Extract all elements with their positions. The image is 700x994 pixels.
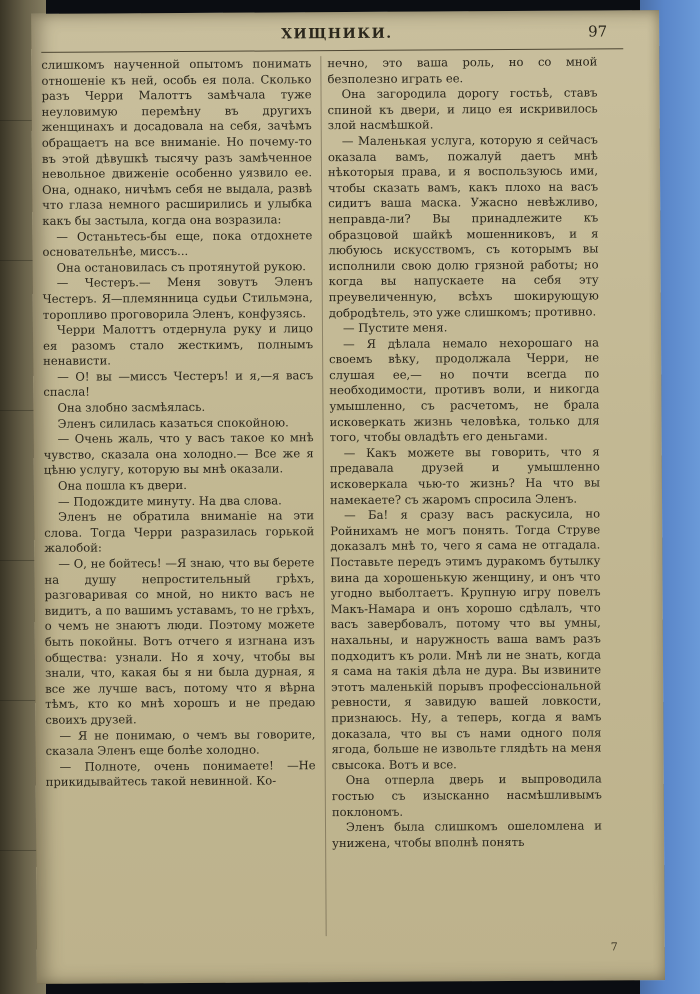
paragraph: — Пустите меня. <box>342 320 448 336</box>
paragraph: — Маленькая услуга, которую я сейчасъ оказала вамъ, пожалуй даетъ мнѣ нѣкоторыя права, и я воспользуюсь ими, чтобы сказать вамъ, какъ плохо на васъ сидитъ ваша маска. Ужасно невѣжливо, неправда-ли? Вы принадлежите къ образцовой шайкѣ мошенниковъ, и я любуюсь искусствомъ, съ которымъ вы исполнили свою долю грязной работы; но когда вы напускаете на себя эту преувеличенную, всѣхъ шокирующую добродѣтель, это уже слишкомъ; противно. <box>327 132 599 320</box>
book-page <box>31 10 665 984</box>
paragraph: Она отперла дверь и выпроводила гостью съ изысканно насмѣшливымъ поклономъ. <box>331 771 602 819</box>
page-number: 97 <box>588 22 608 41</box>
column-divider <box>320 56 326 936</box>
paragraph: — Я не понимаю, о чемъ вы говорите, сказала Эленъ еще болѣе холодно. <box>45 726 316 758</box>
paragraph: — Честеръ.— Меня зовутъ Эленъ Честеръ. Я—племянница судьи Стильмэна, торопливо проговорила Эленъ, конфузясь. <box>42 274 313 322</box>
paragraph: нечно, это ваша роль, но со мной безполезно играть ее. <box>327 54 598 86</box>
paragraph: слишкомъ наученной опытомъ понимать отношеніе къ ней, особь ея пола. Сколько разъ Черри Малоттъ замѣчала туже неуловимую перемѣну въ другихъ женщинахъ и досадовала на себя, зачѣмъ обращаетъ на все вниманіе. Но почему-то въ этой дѣвушкѣ тысячу разъ замѣченное невольное движеніе особенно уязвило ее. Она, однако, ничѣмъ себя не выдала, развѣ что глаза немного расширились и улыбка какъ бы застыла, когда она возразила: <box>41 56 313 228</box>
paragraph: — Полноте, очень понимаете! —Не прикидывайтесь такой невинной. Ко- <box>45 757 316 790</box>
paragraph: — Подождите минуту. На два слова. <box>57 493 282 509</box>
paragraph: — О, не бойтесь! —Я знаю, что вы берете на душу непростительный грѣхъ, разговаривая со мной, но никто васъ не видитъ, а по вашимъ уставамъ, то не грѣхъ, о чемъ не знаютъ люди. Поэтому можете быть покойны. Вотъ отчего я изгнана изъ общества: узнали. Но я хочу, чтобы вы знали, что, какая бы я ни была дурная, я все же лучше васъ, потому что я вѣрна тѣмъ, кто ко мнѣ хорошъ и не предаю своихъ друзей. <box>44 555 316 727</box>
paragraph: — Очень жаль, что у васъ такое ко мнѣ чувство, сказала она холодно.— Все же я цѣню услугу, которую вы мнѣ оказали. <box>43 430 314 478</box>
paragraph: Она злобно засмѣялась. <box>57 399 206 415</box>
signature-mark: 7 <box>610 940 618 954</box>
paragraph: — Ба! я сразу васъ раскусила, но Ройнихамъ не могъ понять. Тогда Струве доказалъ мнѣ то, чего я сама не отгадала. Поставьте передъ этимъ дуракомъ бутылку вина да хорошенькую женщину, и онъ что угодно выболтаетъ. Крупную игру повелъ Макъ-Намара и онъ хорошо сдѣлалъ, что васъ завербовалъ, потому что вы умны, нахальны, и наружность ваша вамъ разъ подходитъ къ роли. Мнѣ ли не знать, когда я сама на такія дѣла не дура. Вы извините этотъ маленькій порывъ профессіональной ревности, я завидую вашей ловкости, признаюсь. Ну, а теперь, когда я вамъ доказала, что вы съ нами одного поля ягода, больше не извольте глядѣть на меня свысока. Вотъ и все. <box>330 506 602 772</box>
right-column <box>327 54 602 851</box>
paragraph: — Останьтесь-бы еще, пока отдохнете основательнѣе, миссъ... <box>42 227 313 259</box>
paragraph: Эленъ силилась казаться спокойною. <box>57 415 289 431</box>
paragraph: Эленъ была слишкомъ ошеломлена и унижена, чтобы вполнѣ понять <box>332 818 603 850</box>
left-column <box>41 56 315 791</box>
paragraph: Она пошла къ двери. <box>57 478 187 493</box>
paragraph: — О! вы —миссъ Честеръ! и я,—я васъ спасла! <box>43 368 314 400</box>
paragraph: Она загородила дорогу гостьѣ, ставъ спиной къ двери, и лицо ея искривилось злой насмѣшкой. <box>327 85 598 133</box>
paragraph: Она остановилась съ протянутой рукою. <box>56 258 307 275</box>
paragraph: Черри Малоттъ отдернула руку и лицо ея разомъ стало жесткимъ, полнымъ ненависти. <box>43 321 314 369</box>
paragraph: — Я дѣлала немало нехорошаго на своемъ вѣку, продолжала Черри, не слушая ее,— но почти всегда по необходимости, противъ воли, и никогда умышленно, съ расчетомъ, не брала исковеркать жизнь человѣка, только для того, чтобы овладѣть его деньгами. <box>329 335 600 445</box>
page-header <box>31 24 659 50</box>
paragraph: Эленъ не обратила вниманіе на эти слова. Тогда Черри разразилась горькой жалобой: <box>44 508 315 556</box>
paragraph: — Какъ можете вы говорить, что я предавала друзей и умышленно исковеркала чью-то жизнь? На что вы намекаете? съ жаромъ спросила Эленъ. <box>329 444 600 507</box>
running-title: ХИЩНИКИ. <box>281 25 393 43</box>
